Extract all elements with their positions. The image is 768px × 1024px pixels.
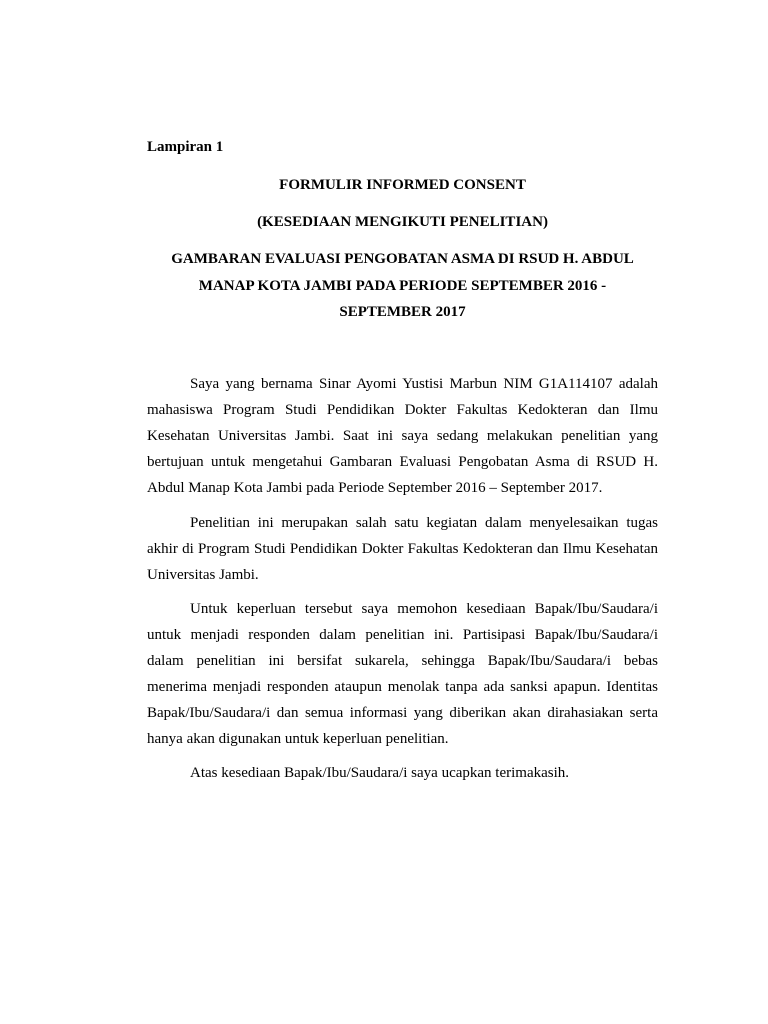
form-heading: FORMULIR INFORMED CONSENT — [279, 177, 526, 193]
paragraph-introduction: Saya yang bernama Sinar Ayomi Yustisi Marbun NIM G1A114107 adalah mahasiswa Program Studi Pendidikan Dokter Fakultas Kedokteran dan Ilmu Kesehatan Universitas Jambi. Saat ini saya sedang melakukan penelitian yang bertujuan untuk mengetahui Gambaran Evaluasi Pengobatan Asma di RSUD H. Abdul Manap Kota Jambi pada Periode September 2016 – September 2017. — [147, 376, 658, 496]
paragraph-consent-request: Untuk keperluan tersebut saya memohon kesediaan Bapak/Ibu/Saudara/i untuk menjadi responden dalam penelitian ini. Partisipasi Bapak/Ibu/Saudara/i dalam penelitian ini bersifat sukarela, sehingga Bapak/Ibu/Saudara/i bebas menerima menjadi responden ataupun menolak tanpa ada sanksi apapun. Identitas Bapak/Ibu/Saudara/i dan semua informasi yang diberikan akan dirahasiakan serta hanya akan digunakan untuk keperluan penelitian. — [147, 601, 658, 747]
research-title-line-3: SEPTEMBER 2017 — [339, 304, 466, 320]
research-title-line-1: GAMBARAN EVALUASI PENGOBATAN ASMA DI RSUD H. ABDUL — [171, 251, 634, 267]
attachment-label: Lampiran 1 — [147, 139, 224, 155]
research-title-line-2: MANAP KOTA JAMBI PADA PERIODE SEPTEMBER 2016 - — [198, 278, 607, 294]
paragraph-purpose: Penelitian ini merupakan salah satu kegiatan dalam menyelesaikan tugas akhir di Program Studi Pendidikan Dokter Fakultas Kedokteran dan Ilmu Kesehatan Universitas Jambi. — [147, 515, 658, 583]
paragraph-thanks: Atas kesediaan Bapak/Ibu/Saudara/i saya ucapkan terimakasih. — [190, 765, 570, 781]
form-subheading: (KESEDIAAN MENGIKUTI PENELITIAN) — [257, 214, 548, 230]
